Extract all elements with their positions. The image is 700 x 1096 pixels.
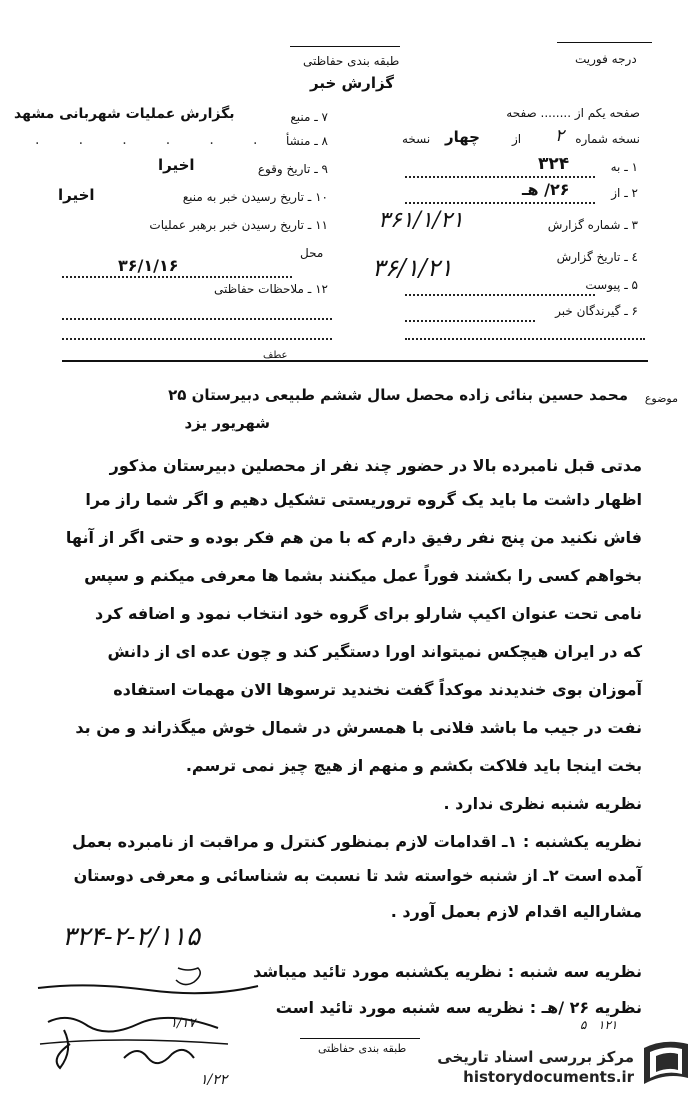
form-title: گزارش خبر xyxy=(310,74,395,92)
archive-number: ۳۲۴-۲-۲/۱۱۵ xyxy=(62,922,201,952)
copy-of-label: از xyxy=(512,132,522,146)
recipients-label: ۶ ـ گیرندگان خبر xyxy=(555,304,638,318)
from-label: ۲ ـ از xyxy=(611,186,638,200)
bottom-number: ۱۲۱ xyxy=(598,1018,618,1032)
copy-suffix: نسخه xyxy=(402,132,431,146)
recipients-rule-2 xyxy=(405,338,645,340)
body-line: اظهار داشت ما باید یک گروه تروریستی تشکیل دهیم و اگر شما راز مرا xyxy=(85,490,642,509)
header-separator xyxy=(62,360,648,362)
page-label: صفحه یکم از ........ صفحه xyxy=(506,106,640,120)
arrival-to-source-label: ۱۰ ـ تاریخ رسیدن خبر به منبع xyxy=(182,190,328,204)
to-rule xyxy=(405,176,595,178)
body-line: آموزان بوی خندیدند موکداً گفت نخندید ترسوها الان مهمات استفاده xyxy=(113,680,642,699)
date-note-2: ۱/۲۲ xyxy=(200,1072,228,1088)
watermark-url: historydocuments.ir xyxy=(463,1068,634,1086)
body-line: نامی تحت عنوان اکیپ شارلو برای گروه خود انتخاب نمود و اضافه کرد xyxy=(94,604,642,623)
subject-line-1: محمد حسین بنائی زاده محصل سال ششم طبیعی دبیرستان ۲۵ xyxy=(168,386,628,404)
footer-classification-label: طبقه بندی حفاظتی xyxy=(318,1042,407,1055)
reference-note: عطف xyxy=(263,350,288,361)
sunday-opinion-line-2: آمده است ۲ـ از شنبه خواسته شد تا نسبت به شناسائی و معرفی دوستان xyxy=(73,866,642,885)
bottom-number-2: ۵ xyxy=(580,1018,587,1032)
date-note-1: ۱/۱۷ xyxy=(170,1016,196,1031)
priority-label: درجه فوریت xyxy=(575,52,637,66)
origin-dots: . . . . . . xyxy=(35,132,259,148)
occurrence-date-value: اخیرا xyxy=(158,156,195,174)
subject-line-2: شهریور یزد xyxy=(184,414,270,432)
arrival-to-ops-label: ۱۱ ـ تاریخ رسیدن خبر برهبر عملیات xyxy=(149,218,328,232)
copy-label: نسخه شماره xyxy=(575,132,640,146)
subject-label: موضوع xyxy=(644,392,678,405)
priority-rule xyxy=(557,42,652,43)
security-notes-label: ۱۲ ـ ملاحظات حفاظتی xyxy=(214,282,328,296)
source-label: ۷ ـ منبع xyxy=(290,110,328,124)
arrival-to-source-value: اخیرا xyxy=(58,186,95,204)
footer-rule xyxy=(300,1038,420,1039)
origin-label: ۸ ـ منشأ xyxy=(285,134,328,148)
sunday-opinion-line-1: نظریه یکشنبه : ۱ـ اقدامات لازم بمنظور کنترل و مراقبت از نامبرده بعمل xyxy=(72,832,642,851)
arrival-rule xyxy=(62,276,292,278)
report-number-label: ۳ ـ شماره گزارش xyxy=(547,218,638,232)
classification-label: طبقه بندی حفاظتی xyxy=(303,54,400,68)
notes-rule-2 xyxy=(62,338,332,340)
attachment-label: ۵ ـ پیوست xyxy=(585,278,638,292)
to-value: ۳۲۴ xyxy=(538,154,570,174)
copy-number: ۲ xyxy=(555,126,565,146)
attachment-rule xyxy=(405,294,595,296)
signatures-graphic xyxy=(28,960,268,1080)
body-line: بخواهم کسی را بکشند فوراً عمل میکنند بشما ها معرفی میکنم و سپس xyxy=(84,566,642,585)
sunday-opinion-line-3: مشارالیه اقدام لازم بعمل آورد . xyxy=(390,902,642,921)
body-line: بخت اینجا باید فلاکت بکشم و منهم از هیچ چیز نمی ترسم. xyxy=(185,756,642,775)
watermark-logo-icon xyxy=(638,1034,694,1090)
from-rule xyxy=(405,202,595,204)
copy-total: چهار xyxy=(445,128,480,146)
occurrence-date-label: ۹ ـ تاریخ وقوع xyxy=(257,162,328,176)
body-line: نفت در جیب ما باشد فلانی با همسرش در شمال خوش میگذراند و من بد xyxy=(75,718,642,737)
recipients-rule xyxy=(405,320,535,322)
from-value: ۲۶/ هـ xyxy=(522,180,570,199)
place-label: محل xyxy=(300,246,324,260)
to-label: ۱ ـ به xyxy=(610,160,638,174)
notes-rule-1 xyxy=(62,318,332,320)
tuesday-opinion: نظریه سه شنبه : نظریه یکشنبه مورد تائید میباشد xyxy=(253,962,642,981)
report-date-value: ۳۶/۱/۲۱ xyxy=(372,254,453,282)
watermark-title: مرکز بررسی اسناد تاریخی xyxy=(437,1048,634,1066)
report-number-value: ۳۶۱/۱/۲۱ xyxy=(378,208,464,233)
arrival-to-ops-value: ۳۶/۱/۱۶ xyxy=(118,256,179,275)
body-line: که در ایران هیچکس نمیتواند اورا دستگیر کند و چون عده ای از دانش xyxy=(107,642,642,661)
report-date-label: ٤ ـ تاریخ گزارش xyxy=(556,250,638,264)
office-26-opinion: نظریه ۲۶ /هـ : نظریه سه شنبه مورد تائید است xyxy=(275,998,642,1017)
source-value: بگزارش عملیات شهربانی مشهد xyxy=(14,106,235,122)
body-line: فاش نکنید من پنج نفر رفیق دارم که با من هم فکر بوده و حتی اگر از آنها xyxy=(65,528,642,547)
classification-rule xyxy=(290,46,400,47)
body-line: مدتی قبل نامبرده بالا در حضور چند نفر از محصلین دبیرستان مذکور xyxy=(109,456,642,475)
saturday-opinion: نظریه شنبه نظری ندارد . xyxy=(443,794,642,813)
